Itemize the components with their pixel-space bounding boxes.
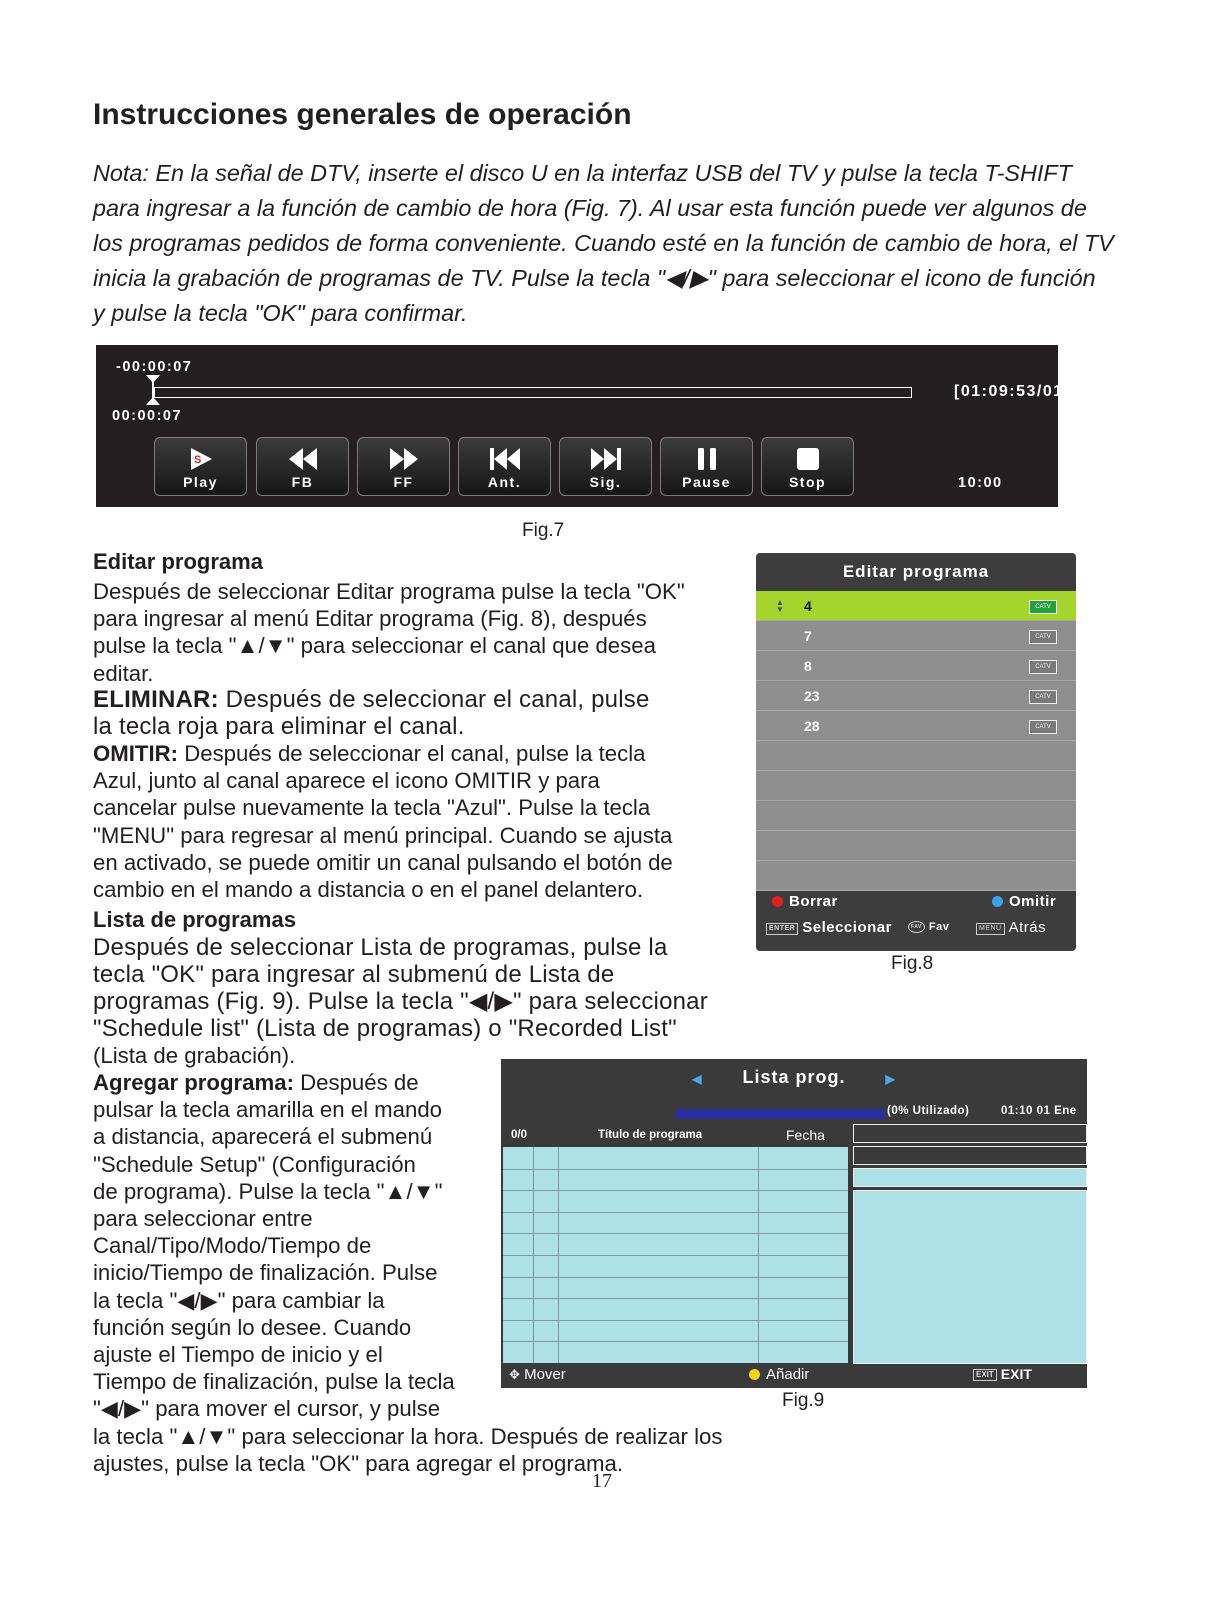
omitir-label: OMITIR: <box>93 741 179 766</box>
page-number: 17 <box>592 1470 612 1492</box>
lista-last-line: (Lista de grabación). <box>93 1043 296 1068</box>
eliminar-label: ELIMINAR: <box>93 686 219 713</box>
channel-row[interactable] <box>756 681 1076 711</box>
storage-usage-text: (0% Utilizado) <box>887 1105 970 1117</box>
catv-badge: CATV <box>1029 630 1057 644</box>
add-label: Añadir <box>766 1366 810 1383</box>
agregar-line: función según lo desee. Cuando <box>93 1314 412 1340</box>
right-arrow-icon[interactable]: ▶ <box>885 1072 896 1086</box>
fav-hint[interactable] <box>908 921 949 933</box>
table-row-divider <box>503 1320 848 1321</box>
editar-heading: Editar programa <box>93 549 263 574</box>
next-button[interactable] <box>559 437 652 496</box>
position-marker-icon[interactable] <box>144 375 162 405</box>
omitir-line: Azul, junto al canal aparece el icono OMITIR y para <box>93 768 600 794</box>
lista-line: programas (Fig. 9). Pulse la tecla "◀/▶" para seleccionar <box>93 988 708 1015</box>
agregar-line: de programa). Pulse la tecla "▲/▼" <box>93 1178 443 1204</box>
empty-row <box>756 771 1076 801</box>
detail-field[interactable] <box>853 1146 1087 1165</box>
yellow-dot-icon <box>749 1369 760 1380</box>
time-remaining: -00:00:07 <box>116 359 193 375</box>
next-label: Sig. <box>589 474 622 490</box>
updown-arrow-icon: ▲ ▼ <box>776 598 784 614</box>
column-title-header: Título de programa <box>598 1129 703 1141</box>
storage-usage-bar <box>676 1109 885 1119</box>
agregar-line: Canal/Tipo/Modo/Tiempo de <box>93 1233 372 1259</box>
agregar-line: "◀/▶" para mover el cursor, y pulse <box>93 1396 441 1422</box>
stop-icon <box>795 446 821 472</box>
previous-label: Ant. <box>487 474 522 490</box>
note-paragraph <box>93 156 1123 331</box>
channel-number: 4 <box>804 598 812 614</box>
agregar-line: la tecla "◀/▶" para cambiar la <box>93 1287 385 1313</box>
add-hint[interactable] <box>749 1366 809 1383</box>
omitir-line: cancelar pulse nuevamente la tecla "Azul". Pulse la tecla <box>93 795 651 821</box>
time-elapsed: 00:00:07 <box>112 408 183 424</box>
menu-footer <box>756 883 1076 951</box>
channel-row[interactable] <box>756 651 1076 681</box>
channel-number: 7 <box>804 628 812 644</box>
agregar-line: ajuste el Tiempo de inicio y el <box>93 1342 383 1368</box>
delete-label: Borrar <box>789 893 838 910</box>
note-line: los programas pedidos de forma conveniente. Cuando esté en la función de cambio de hora, el TV <box>93 230 1114 256</box>
omitir-line: cambio en el mando a distancia o en el panel delantero. <box>93 877 644 903</box>
left-arrow-icon[interactable]: ◀ <box>692 1072 703 1086</box>
agregar-line: inicio/Tiempo de finalización. Pulse <box>93 1260 438 1286</box>
play-s-icon <box>188 446 214 472</box>
preview-panel <box>853 1190 1087 1364</box>
screen-footer <box>501 1364 1087 1388</box>
channel-row[interactable] <box>756 591 1076 621</box>
editar-line: para ingresar al menú Editar programa (Fig. 8), después <box>93 606 647 632</box>
table-row-divider <box>503 1341 848 1342</box>
exit-hint[interactable] <box>973 1366 1032 1382</box>
empty-row <box>756 741 1076 771</box>
svg-text:S: S <box>193 454 203 466</box>
skip-next-icon <box>589 446 623 472</box>
eliminar-line: Después de seleccionar el canal, pulse <box>218 686 650 713</box>
fig8-caption: Fig.8 <box>891 953 934 974</box>
fast-forward-label: FF <box>393 474 414 490</box>
table-row-divider <box>503 1212 848 1213</box>
detail-field[interactable] <box>853 1124 1087 1143</box>
channel-row[interactable] <box>756 711 1076 741</box>
blue-dot-icon <box>992 896 1003 907</box>
eliminar-paragraph <box>93 686 743 740</box>
screen-title: Lista prog. <box>742 1067 846 1087</box>
editar-paragraph <box>93 578 733 687</box>
agregar-line: pulsar la tecla amarilla en el mando <box>93 1097 443 1123</box>
agregar-line: Después de <box>293 1070 419 1095</box>
enter-key-icon: ENTER <box>766 923 798 935</box>
column-date-header: Fecha <box>786 1127 825 1143</box>
agregar-line: a distancia, aparecerá el submenú <box>93 1124 433 1150</box>
exit-key-icon: EXIT <box>973 1369 997 1381</box>
fast-backward-button[interactable] <box>256 437 349 496</box>
lista-paragraph <box>93 934 708 1042</box>
fig9-caption: Fig.9 <box>782 1390 825 1411</box>
fav-key-icon: FAV <box>908 921 925 933</box>
clock: 10:00 <box>958 475 1003 491</box>
menu-title: Editar programa <box>842 562 990 581</box>
red-dot-icon <box>772 896 783 907</box>
detail-field[interactable] <box>853 1168 1087 1187</box>
agregar-line: la tecla "▲/▼" para seleccionar la hora. Después de realizar los <box>93 1423 723 1449</box>
fast-backward-icon <box>287 446 319 472</box>
fast-forward-icon <box>388 446 420 472</box>
table-row-divider <box>503 1255 848 1256</box>
channel-number: 8 <box>804 658 812 674</box>
empty-row <box>756 831 1076 861</box>
record-count: 0/0 <box>511 1129 527 1141</box>
pause-icon <box>694 446 720 472</box>
pause-label: Pause <box>682 474 731 490</box>
fig7-caption: Fig.7 <box>522 520 565 541</box>
timeshift-bar <box>96 345 1126 507</box>
catv-badge: CATV <box>1029 600 1057 614</box>
eliminar-line: la tecla roja para eliminar el canal. <box>93 713 465 740</box>
select-label: Seleccionar <box>802 919 892 936</box>
fav-label: Fav <box>928 921 950 933</box>
move-hint[interactable] <box>509 1366 566 1383</box>
delete-hint[interactable] <box>772 893 838 910</box>
lista-prog-header <box>501 1067 1087 1088</box>
agregar-line: "Schedule Setup" (Configuración <box>93 1151 416 1177</box>
skip-previous-icon <box>488 446 522 472</box>
back-hint[interactable] <box>976 919 1046 936</box>
move-arrows-icon: ✥ <box>509 1367 520 1382</box>
page-title: Instrucciones generales de operación <box>93 98 632 131</box>
omitir-paragraph <box>93 740 743 903</box>
stop-button[interactable] <box>761 437 854 496</box>
table-row-divider <box>503 1298 848 1299</box>
agregar-line: Tiempo de finalización, pulse la tecla <box>93 1369 455 1395</box>
lista-prog-screen <box>501 1059 1087 1388</box>
channel-number: 28 <box>804 718 820 734</box>
editar-line: pulse la tecla "▲/▼" para seleccionar el canal que desea <box>93 633 656 659</box>
catv-badge: CATV <box>1029 660 1057 674</box>
fast-backward-label: FB <box>291 474 314 490</box>
total-time: [01:09:53/01:10:00] <box>954 383 1126 400</box>
datetime: 01:10 01 Ene <box>1001 1105 1077 1117</box>
skip-label: Omitir <box>1009 893 1057 910</box>
editar-line: Después de seleccionar Editar programa pulse la tecla "OK" <box>93 579 685 604</box>
back-label: Atrás <box>1008 919 1047 936</box>
channel-list <box>756 591 1076 891</box>
play-label: Play <box>183 474 218 490</box>
table-row-divider <box>503 1233 848 1234</box>
play-button[interactable] <box>154 437 247 496</box>
move-label: Mover <box>524 1366 566 1383</box>
table-row-divider <box>503 1169 848 1170</box>
channel-number: 23 <box>804 688 820 704</box>
program-table <box>503 1147 848 1363</box>
agregar-line: ajustes, pulse la tecla "OK" para agregar el programa. <box>93 1450 624 1476</box>
editar-line: editar. <box>93 660 154 686</box>
omitir-line: Después de seleccionar el canal, pulse la tecla <box>178 741 646 766</box>
agregar-line: para seleccionar entre <box>93 1206 313 1232</box>
select-hint[interactable] <box>766 919 892 936</box>
lista-heading: Lista de programas <box>93 907 296 932</box>
table-row-divider <box>503 1277 848 1278</box>
omitir-line: en activado, se puede omitir un canal pulsando el botón de <box>93 849 673 875</box>
menu-key-icon: MENU <box>976 923 1005 935</box>
timeshift-progress-bar[interactable] <box>154 387 912 398</box>
omitir-line: "MENU" para regresar al menú principal. Cuando se ajusta <box>93 822 673 848</box>
note-line: inicia la grabación de programas de TV. Pulse la tecla "◀/▶" para seleccionar el icono de función <box>93 265 1096 291</box>
lista-line: Después de seleccionar Lista de programas, pulse la <box>93 934 668 961</box>
lista-line: tecla "OK" para ingresar al submenú de Lista de <box>93 961 615 988</box>
catv-badge: CATV <box>1029 690 1057 704</box>
pause-button[interactable] <box>660 437 753 496</box>
previous-button[interactable] <box>458 437 551 496</box>
empty-row <box>756 801 1076 831</box>
skip-hint[interactable] <box>992 893 1056 910</box>
agregar-label: Agregar programa: <box>93 1070 294 1095</box>
editar-programa-menu <box>756 553 1076 951</box>
exit-label: EXIT <box>1000 1366 1032 1382</box>
fast-forward-button[interactable] <box>357 437 450 496</box>
note-line: y pulse la tecla "OK" para confirmar. <box>93 300 468 326</box>
note-line: Nota: En la señal de DTV, inserte el disco U en la interfaz USB del TV y pulse la tecla T-SHIFT <box>93 160 1072 186</box>
stop-label: Stop <box>788 474 827 490</box>
lista-line: "Schedule list" (Lista de programas) o "Recorded List" <box>93 1015 677 1042</box>
table-row-divider <box>503 1190 848 1191</box>
note-line: para ingresar a la función de cambio de hora (Fig. 7). Al usar esta función puede ver algunos de <box>93 195 1087 221</box>
catv-badge: CATV <box>1029 720 1057 734</box>
channel-row[interactable] <box>756 621 1076 651</box>
